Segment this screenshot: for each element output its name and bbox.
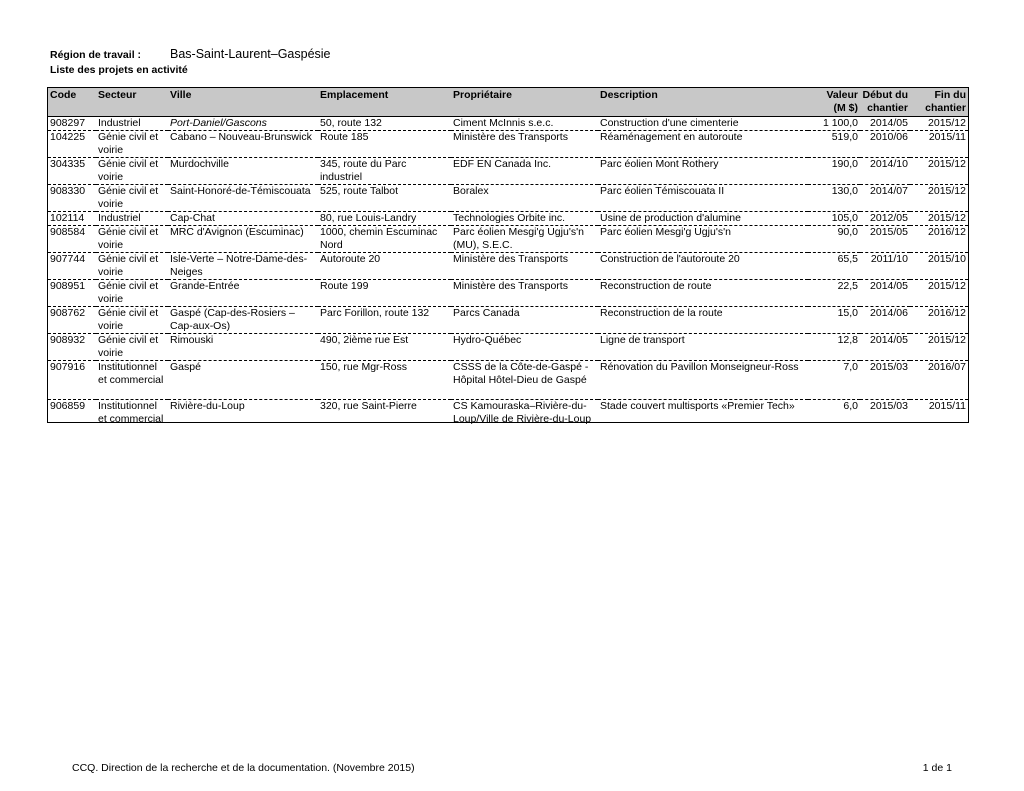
cell-ville: Rivière-du-Loup [170, 399, 245, 412]
cell-fin: 2015/12 [910, 184, 968, 211]
cell-ville: Cabano – Nouveau-Brunswick [168, 130, 318, 157]
cell-code: 906859 [50, 399, 86, 412]
cell-emplacement: 345, route du Parc industriel [318, 157, 451, 184]
cell-proprietaire: Ministère des Transports [451, 130, 598, 157]
cell-fin: 2015/11 [910, 130, 968, 157]
cell-secteur: Institutionnel et commercial [98, 399, 164, 425]
cell-debut: 2014/05 [860, 279, 910, 306]
cell-ville: Gaspé [168, 360, 318, 399]
cell-fin: 2015/11 [928, 399, 966, 412]
cell-valeur: 105,0 [808, 211, 860, 225]
cell-proprietaire: Hydro-Québec [451, 333, 598, 360]
cell-proprietaire: Parcs Canada [451, 306, 598, 333]
cell-debut: 2014/05 [860, 333, 910, 360]
cell-valeur: 519,0 [808, 130, 860, 157]
column-header-ville: Ville [168, 88, 318, 116]
region-value: Bas-Saint-Laurent–Gaspésie [170, 47, 331, 61]
column-header-fin-line1: Fin du [934, 89, 966, 101]
document-header [50, 47, 331, 77]
cell-valeur: 15,0 [808, 306, 860, 333]
cell-debut: 2012/05 [860, 211, 910, 225]
cell-emplacement: 50, route 132 [318, 116, 451, 130]
cell-valeur: 190,0 [808, 157, 860, 184]
cell-emplacement: 490, 2ième rue Est [318, 333, 451, 360]
cell-fin: 2015/12 [910, 333, 968, 360]
table-row [48, 130, 968, 157]
cell-fin: 2015/12 [910, 211, 968, 225]
cell-debut: 2015/03 [870, 399, 908, 412]
cell-code: 908330 [48, 184, 96, 211]
column-header-valeur-line1: Valeur [826, 89, 858, 101]
cell-debut: 2015/05 [860, 225, 910, 252]
cell-secteur: Génie civil et voirie [96, 157, 168, 184]
cell-proprietaire: Ciment McInnis s.e.c. [451, 116, 598, 130]
cell-fin: 2016/12 [910, 306, 968, 333]
table-row [48, 225, 968, 252]
column-header-debut [860, 88, 910, 116]
cell-proprietaire: Ministère des Transports [451, 279, 598, 306]
table-row [48, 279, 968, 306]
column-header-emplacement: Emplacement [318, 88, 451, 116]
column-header-debut-line1: Début du [862, 89, 908, 101]
cell-proprietaire: CSSS de la Côte-de-Gaspé - Hôpital Hôtel-Dieu de Gaspé [451, 360, 598, 399]
cell-description: Stade couvert multisports «Premier Tech» [600, 399, 795, 412]
cell-secteur: Génie civil et voirie [96, 184, 168, 211]
cell-code: 104225 [48, 130, 96, 157]
cell-code: 907744 [48, 252, 96, 279]
cell-code: 907916 [48, 360, 96, 399]
table-row [48, 399, 968, 438]
cell-code: 304335 [48, 157, 96, 184]
cell-secteur: Génie civil et voirie [96, 333, 168, 360]
cell-description: Usine de production d'alumine [598, 211, 808, 225]
cell-description: Rénovation du Pavillon Monseigneur-Ross [598, 360, 808, 399]
cell-fin: 2015/12 [910, 279, 968, 306]
cell-debut: 2011/10 [860, 252, 910, 279]
cell-secteur: Génie civil et voirie [96, 279, 168, 306]
cell-ville: MRC d'Avignon (Escuminac) [168, 225, 318, 252]
cell-fin: 2015/12 [910, 157, 968, 184]
cell-description: Parc éolien Témiscouata II [598, 184, 808, 211]
column-header-secteur: Secteur [96, 88, 168, 116]
cell-secteur: Institutionnel et commercial [96, 360, 168, 399]
cell-ville: Isle-Verte – Notre-Dame-des-Neiges [168, 252, 318, 279]
cell-valeur: 7,0 [808, 360, 860, 399]
column-header-fin [910, 88, 968, 116]
cell-emplacement: 320, rue Saint-Pierre [320, 399, 417, 412]
cell-ville: Saint-Honoré-de-Témiscouata [168, 184, 318, 211]
cell-code: 908297 [48, 116, 96, 130]
cell-secteur: Génie civil et voirie [96, 306, 168, 333]
cell-debut: 2014/10 [860, 157, 910, 184]
table-row [48, 184, 968, 211]
column-header-valeur-line2: (M $) [833, 102, 858, 114]
cell-proprietaire: CS Kamouraska–Rivière-du-Loup/Ville de Rivière-du-Loup [453, 399, 592, 425]
footer-page-number: 1 de 1 [922, 762, 952, 774]
cell-emplacement: Autoroute 20 [318, 252, 451, 279]
cell-valeur: 90,0 [808, 225, 860, 252]
cell-debut: 2010/06 [860, 130, 910, 157]
cell-description: Reconstruction de la route [598, 306, 808, 333]
table-row [48, 333, 968, 360]
table-row [48, 252, 968, 279]
cell-fin: 2016/07 [910, 360, 968, 399]
cell-secteur: Industriel [96, 211, 168, 225]
projects-table [48, 88, 968, 438]
table-body [48, 116, 968, 438]
cell-fin: 2015/10 [910, 252, 968, 279]
cell-description: Construction de l'autoroute 20 [598, 252, 808, 279]
cell-code: 908951 [48, 279, 96, 306]
table-row [48, 306, 968, 333]
region-line [50, 47, 331, 63]
cell-secteur: Industriel [96, 116, 168, 130]
cell-description: Parc éolien Mont Rothery [598, 157, 808, 184]
cell-ville: Gaspé (Cap-des-Rosiers – Cap-aux-Os) [168, 306, 318, 333]
cell-ville: Rimouski [168, 333, 318, 360]
cell-secteur: Génie civil et voirie [96, 225, 168, 252]
column-header-valeur [808, 88, 860, 116]
cell-description: Reconstruction de route [598, 279, 808, 306]
cell-description: Construction d'une cimenterie [598, 116, 808, 130]
cell-description: Réaménagement en autoroute [598, 130, 808, 157]
cell-code: 102114 [48, 211, 96, 225]
region-label: Région de travail : [50, 49, 142, 61]
cell-emplacement: Parc Forillon, route 132 [318, 306, 451, 333]
cell-emplacement: 80, rue Louis-Landry [318, 211, 451, 225]
footer-source: CCQ. Direction de la recherche et de la documentation. (Novembre 2015) [72, 762, 415, 774]
cell-proprietaire: EDF EN Canada Inc. [451, 157, 598, 184]
cell-valeur: 1 100,0 [808, 116, 860, 130]
cell-debut: 2014/05 [860, 116, 910, 130]
cell-valeur: 65,5 [808, 252, 860, 279]
cell-ville: Port-Daniel/Gascons [168, 116, 318, 130]
cell-fin: 2015/12 [910, 116, 968, 130]
table-row [48, 157, 968, 184]
cell-proprietaire: Parc éolien Mesgi'g Ugju's'n (MU), S.E.C. [451, 225, 598, 252]
cell-proprietaire: Ministère des Transports [451, 252, 598, 279]
column-header-fin-line2: chantier [925, 102, 966, 114]
cell-debut: 2014/07 [860, 184, 910, 211]
cell-code: 908932 [48, 333, 96, 360]
cell-description: Ligne de transport [598, 333, 808, 360]
column-header-code: Code [48, 88, 96, 116]
cell-code: 908762 [48, 306, 96, 333]
column-header-description: Description [598, 88, 808, 116]
cell-debut: 2015/03 [860, 360, 910, 399]
cell-ville: Grande-Entrée [168, 279, 318, 306]
cell-valeur: 22,5 [808, 279, 860, 306]
cell-debut: 2014/06 [860, 306, 910, 333]
cell-fin: 2016/12 [910, 225, 968, 252]
table-row [48, 116, 968, 130]
cell-proprietaire: Technologies Orbite inc. [451, 211, 598, 225]
cell-description: Parc éolien Mesgi'g Ugju's'n [598, 225, 808, 252]
cell-emplacement: Route 185 [318, 130, 451, 157]
cell-valeur: 130,0 [808, 184, 860, 211]
table-row [48, 211, 968, 225]
cell-code: 908584 [48, 225, 96, 252]
table-row [48, 360, 968, 399]
cell-ville: Murdochville [168, 157, 318, 184]
document-subtitle: Liste des projets en activité [50, 64, 188, 76]
cell-valeur: 6,0 [843, 399, 858, 412]
cell-emplacement: 1000, chemin Escuminac Nord [318, 225, 451, 252]
column-header-debut-line2: chantier [867, 102, 908, 114]
cell-emplacement: 150, rue Mgr-Ross [318, 360, 451, 399]
cell-proprietaire: Boralex [451, 184, 598, 211]
cell-secteur: Génie civil et voirie [96, 252, 168, 279]
table-header-row [48, 88, 968, 116]
cell-emplacement: 525, route Talbot [318, 184, 451, 211]
projects-table-frame [47, 87, 969, 423]
cell-secteur: Génie civil et voirie [96, 130, 168, 157]
column-header-proprietaire: Propriétaire [451, 88, 598, 116]
cell-emplacement: Route 199 [318, 279, 451, 306]
cell-ville: Cap-Chat [168, 211, 318, 225]
cell-valeur: 12,8 [808, 333, 860, 360]
